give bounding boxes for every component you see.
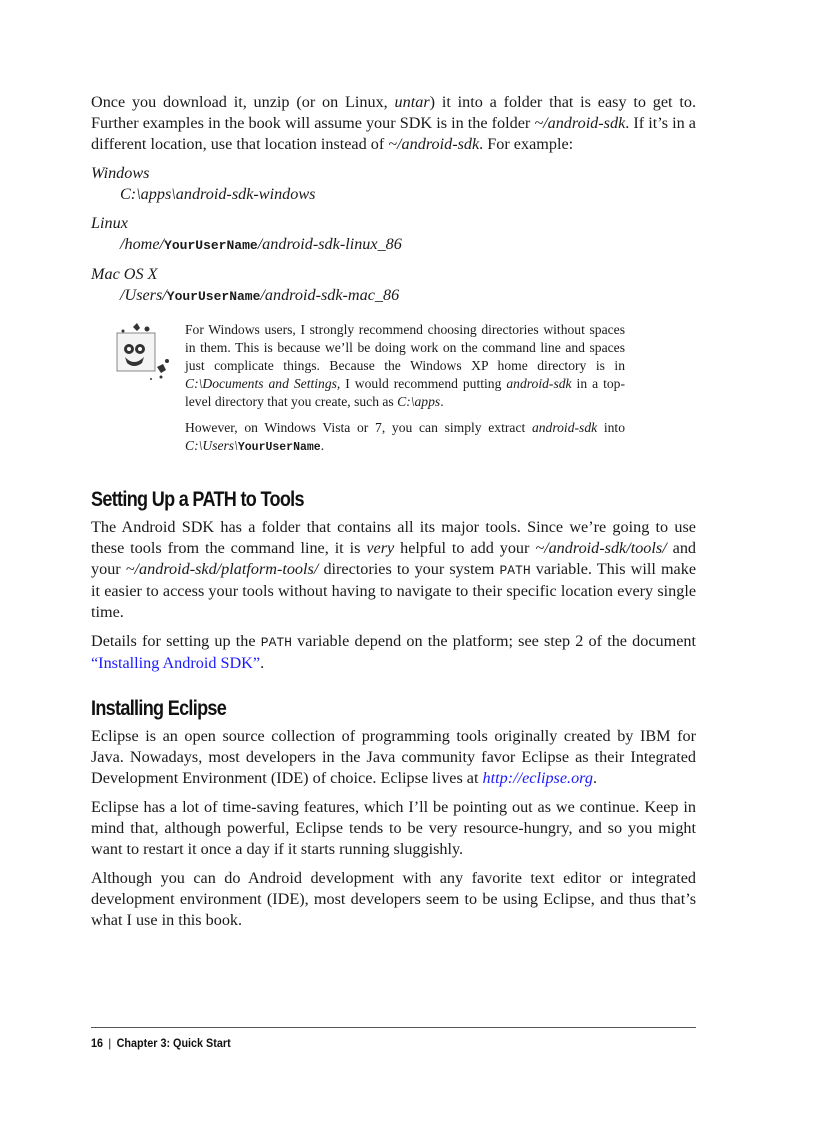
path-paragraph-2: Details for setting up the PATH variable depend on the platform; see step 2 of the document “Installing Android SDK”. xyxy=(91,632,696,672)
eclipse-paragraph-1: Eclipse is an open source collection of programming tools originally created by IBM for Java. Nowadays, most developers in the Java community favor Eclipse as their Integrated Development Environment (IDE) of choice. Eclipse lives at http://eclipse.org. xyxy=(91,727,696,787)
heading-setting-up-path: Setting Up a PATH to Tools xyxy=(91,488,304,511)
path-list xyxy=(91,163,696,307)
page-footer xyxy=(91,1036,231,1050)
heading-installing-eclipse: Installing Eclipse xyxy=(91,697,227,720)
path-def-mac: /Users/YourUserName/android-sdk-mac_86 xyxy=(120,286,400,304)
installing-android-sdk-link[interactable]: “Installing Android SDK” xyxy=(91,654,261,672)
eclipse-org-link[interactable]: http://eclipse.org xyxy=(482,769,593,787)
path-term-linux: Linux xyxy=(91,214,128,232)
tip-note xyxy=(91,319,696,469)
footer-separator: | xyxy=(108,1036,112,1050)
eclipse-paragraph-2: Eclipse has a lot of time-saving features, which I’ll be pointing out as we continue. Keep in mind that, although powerful, Eclipse tends to be very resource-hungry, and so you might want to restart it once a day if it starts running sluggishly. xyxy=(91,798,696,858)
tip-text xyxy=(185,321,625,457)
owl-tip-icon xyxy=(113,319,177,385)
eclipse-paragraph-3: Although you can do Android development with any favorite text editor or integrated development environment (IDE), most developers seem to be using Eclipse, and thus that’s what I use in this book. xyxy=(91,869,696,929)
tip-paragraph-1: For Windows users, I strongly recommend choosing directories without spaces in them. This is because we’ll be doing work on the command line and spaces just complicate things. Because the Windows XP home directory is in C:\Documents and Settings, I would recommend putting android-sdk in a top-level directory that you create, such as C:\apps. xyxy=(185,322,625,409)
tip-paragraph-2: However, on Windows Vista or 7, you can simply extract android-sdk into C:\Users\YourUserName. xyxy=(185,420,626,454)
path-term-mac: Mac OS X xyxy=(91,265,158,283)
chapter-title: Chapter 3: Quick Start xyxy=(116,1036,231,1050)
path-paragraph-1: The Android SDK has a folder that contains all its major tools. Since we’re going to use these tools from the command line, it is very helpful to add your ~/android-sdk/tools/ and your ~/android-skd/platform-tools/ directories to your system PATH variable. This will make it easier to access your tools without having to navigate to their specific location every single time. xyxy=(91,518,697,621)
path-def-windows: C:\apps\android-sdk-windows xyxy=(120,185,316,203)
page-body xyxy=(91,92,696,931)
path-def-linux: /home/YourUserName/android-sdk-linux_86 xyxy=(120,235,402,253)
path-term-windows: Windows xyxy=(91,164,150,182)
intro-paragraph: Once you download it, unzip (or on Linux, untar) it into a folder that is easy to get to. Further examples in the book will assume your SDK is in the folder ~/android-sdk. If it’s in a different location, use that location instead of ~/android-sdk. For example: xyxy=(91,93,696,153)
footer-divider xyxy=(91,1027,696,1028)
page-number: 16 xyxy=(91,1036,104,1050)
